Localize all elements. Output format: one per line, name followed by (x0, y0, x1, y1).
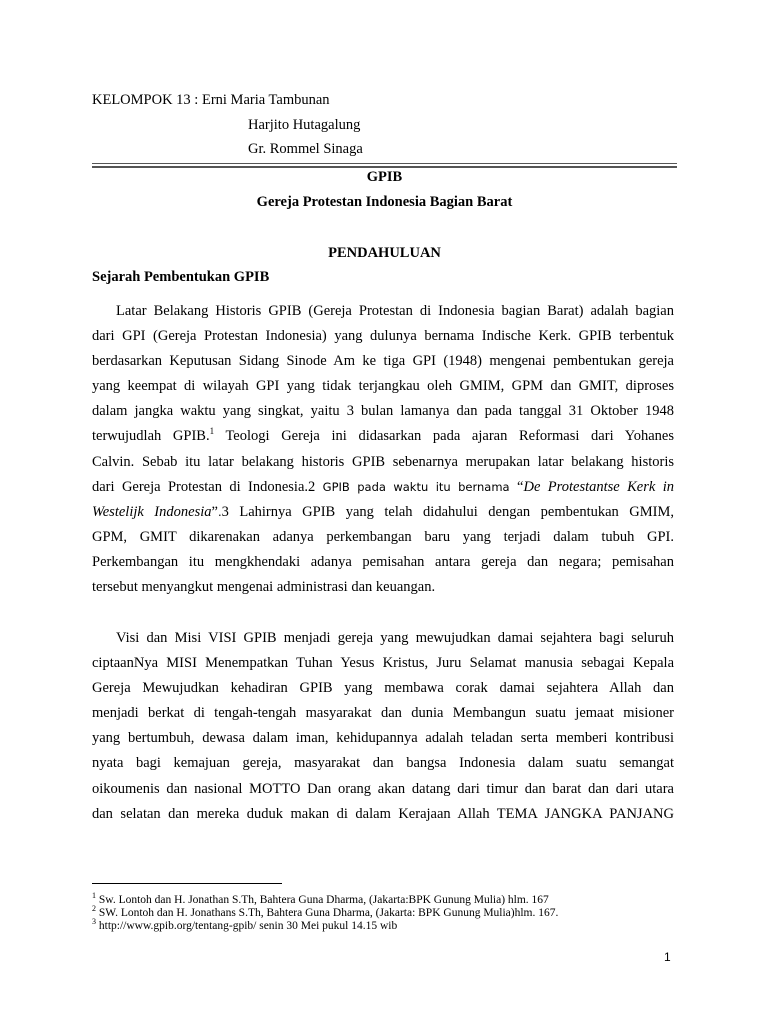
text-run: ” (211, 503, 218, 520)
paragraph-line: dari GPI (Gereja Protestan Indonesia) yang dulunya bernama Indische Kerk. GPIB terbentuk (92, 328, 674, 345)
text-run: “ (517, 478, 524, 495)
paragraph-line: Calvin. Sebab itu latar belakang historis GPIB sebenarnya merupakan latar belakang historis (92, 453, 674, 470)
paragraph-line: Visi dan Misi VISI GPIB menjadi gereja yang mewujudkan damai sejahtera bagi seluruh (116, 630, 674, 646)
paragraph-line: yang keempat di wilayah GPI yang tidak terjangkau oleh GMIM, GPM dan GMIT, diproses (92, 378, 674, 395)
paragraph-line: tersebut menyangkut mengenai administrasi dan keuangan. (92, 579, 436, 596)
paragraph-line: oikoumenis dan nasional MOTTO Dan orang akan datang dari timur dan barat dan dari utara (92, 780, 674, 797)
header-divider-thin (92, 163, 677, 164)
paragraph-line: Perkembangan itu mengkhendaki adanya pemisahan antara gereja dan negara; pemisahan (92, 553, 674, 570)
footnote-number: 1 (92, 891, 96, 901)
member-name: Harjito Hutagalung (248, 117, 361, 133)
footnote-2 (92, 904, 559, 920)
text-run: GPIB pada waktu itu bernama (322, 479, 518, 494)
footnote-text: Sw. Lontoh dan H. Jonathan S.Th, Bahtera Guna Dharma, (Jakarta:BPK Gunung Mulia) hlm. 167 (96, 894, 549, 906)
paragraph-line: nyata bagi kemajuan gereja, masyarakat dan bangsa Indonesia dalam suatu semangat (92, 755, 674, 772)
text-run: Teologi Gereja ini didasarkan pada ajaran Reformasi dari Yohanes (214, 428, 674, 445)
paragraph-line (92, 475, 674, 500)
section-heading: PENDAHULUAN (328, 245, 441, 261)
text-run: 3 Lahirnya GPIB yang telah didahului dengan pembentukan GMIM, (221, 503, 674, 520)
paragraph-history (92, 299, 674, 600)
paragraph-line: yang bertumbuh, dewasa dalam iman, kehidupannya adalah teladan serta memberi kontribusi (92, 730, 674, 747)
italic-title: De Protestantse Kerk in (523, 478, 674, 495)
document-title-acronym: GPIB (366, 169, 403, 185)
footnote-number: 3 (92, 917, 96, 927)
paragraph-line: menjadi berkat di tengah-tengah masyarakat dan dunia Membangun suatu jemaat misioner (92, 705, 674, 722)
paragraph-line: berdasarkan Keputusan Sidang Sinode Am ke tiga GPI (1948) mengenai pembentukan gereja (92, 353, 674, 370)
footnote-number: 2 (92, 904, 96, 914)
footnote-1 (92, 891, 549, 907)
member-name: Gr. Rommel Sinaga (248, 141, 363, 157)
paragraph-line (92, 500, 674, 525)
section-subheading: Sejarah Pembentukan GPIB (92, 269, 270, 285)
italic-title: Westelijk Indonesia (92, 503, 212, 520)
paragraph-line: GPM, GMIT dikarenakan adanya perkembangan baru yang terjadi dalam tubuh GPI. (92, 528, 674, 545)
paragraph-line: Latar Belakang Historis GPIB (Gereja Protestan di Indonesia bagian Barat) adalah bagian (116, 303, 674, 319)
footnote-text: SW. Lontoh dan H. Jonathans S.Th, Bahtera Guna Dharma, (Jakarta: BPK Gunung Mulia)hlm. 167. (96, 907, 559, 919)
paragraph-line: dalam jangka waktu yang singkat, yaitu 3 bulan lamanya dan pada tanggal 31 Oktober 1948 (92, 403, 674, 420)
text-run: dari Gereja Protestan di Indonesia.2 (92, 478, 323, 495)
footnote-ref: 1 (209, 426, 215, 437)
paragraph-line: dan selatan dan mereka duduk makan di dalam Kerajaan Allah TEMA JANGKA PANJANG (92, 805, 674, 822)
footnote-separator (92, 883, 282, 884)
footnote-text: http://www.gpib.org/tentang-gpib/ senin 30 Mei pukul 14.15 wib (96, 920, 398, 932)
page-number: 1 (664, 950, 671, 964)
group-members-line: KELOMPOK 13 : Erni Maria Tambunan (92, 92, 330, 108)
paragraph-line: Gereja Mewujudkan kehadiran GPIB yang membawa corak damai sejahtera Allah dan (92, 680, 674, 697)
text-run: . (217, 504, 222, 519)
document-title-full: Gereja Protestan Indonesia Bagian Barat (256, 194, 513, 210)
paragraph-vision-mission (92, 626, 674, 827)
paragraph-line: ciptaanNya MISI Menempatkan Tuhan Yesus Kristus, Juru Selamat manusia sebagai Kepala (92, 655, 674, 672)
footnote-3 (92, 917, 398, 933)
paragraph-line (92, 424, 674, 449)
text-run: terwujudlah GPIB. (92, 428, 210, 445)
